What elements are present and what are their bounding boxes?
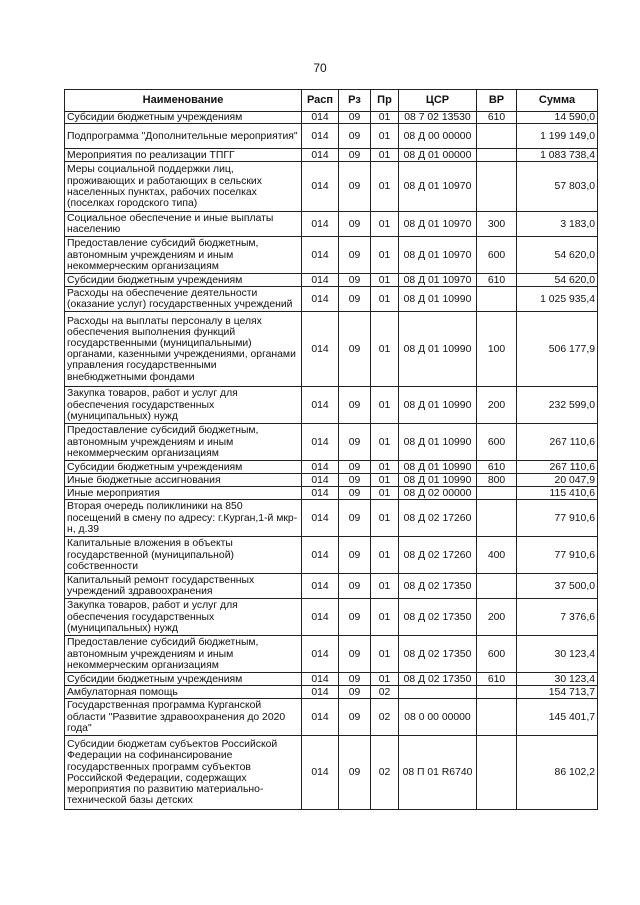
row-rasp: 014 — [302, 124, 339, 149]
row-pr: 01 — [371, 312, 399, 387]
row-rasp: 014 — [302, 149, 339, 162]
row-pr: 01 — [371, 212, 399, 237]
row-sum: 3 183,0 — [517, 212, 598, 237]
row-pr: 01 — [371, 237, 399, 274]
row-rasp: 014 — [302, 699, 339, 736]
row-name: Субсидии бюджетам субъектов Российской Федерации на софинансирование государственных программ субъектов Российской Федерации, содержащих мероприятия по развитию материально-технической базы детских — [65, 736, 302, 810]
row-pr: 01 — [371, 636, 399, 673]
row-csr: 08 Д 01 10990 — [399, 474, 477, 487]
row-rasp: 014 — [302, 686, 339, 699]
row-rz: 09 — [339, 574, 371, 599]
row-rz: 09 — [339, 474, 371, 487]
row-sum: 145 401,7 — [517, 699, 598, 736]
row-csr: 08 Д 02 17350 — [399, 574, 477, 599]
row-rasp: 014 — [302, 487, 339, 500]
row-vr — [477, 500, 517, 537]
row-vr — [477, 574, 517, 599]
row-vr: 600 — [477, 424, 517, 461]
row-vr: 400 — [477, 537, 517, 574]
row-name: Закупка товаров, работ и услуг для обеспечения государственных (муниципальных) нужд — [65, 599, 302, 636]
row-csr — [399, 686, 477, 699]
row-rz: 09 — [339, 149, 371, 162]
table-row — [65, 636, 598, 673]
row-vr — [477, 162, 517, 212]
row-pr: 01 — [371, 500, 399, 537]
table-row — [65, 112, 598, 124]
header-row — [65, 90, 598, 112]
row-rasp: 014 — [302, 537, 339, 574]
row-pr: 01 — [371, 424, 399, 461]
row-sum: 20 047,9 — [517, 474, 598, 487]
table-row — [65, 537, 598, 574]
row-pr: 01 — [371, 461, 399, 474]
row-pr: 01 — [371, 673, 399, 686]
row-sum: 1 025 935,4 — [517, 287, 598, 312]
row-name: Вторая очередь поликлиники на 850 посещений в смену по адресу: г.Курган,1-й мкр-н, д.39 — [65, 500, 302, 537]
row-pr: 01 — [371, 124, 399, 149]
row-rz: 09 — [339, 312, 371, 387]
row-rasp: 014 — [302, 274, 339, 287]
row-rz: 09 — [339, 736, 371, 810]
table-row — [65, 212, 598, 237]
row-csr: 08 Д 01 10990 — [399, 424, 477, 461]
row-csr: 08 Д 02 17260 — [399, 537, 477, 574]
row-sum: 86 102,2 — [517, 736, 598, 810]
table-row — [65, 387, 598, 424]
row-vr — [477, 124, 517, 149]
row-rz: 09 — [339, 112, 371, 124]
row-csr: 08 Д 01 10970 — [399, 162, 477, 212]
row-sum: 7 376,6 — [517, 599, 598, 636]
table-row — [65, 673, 598, 686]
row-csr: 08 Д 01 00000 — [399, 149, 477, 162]
row-name: Субсидии бюджетным учреждениям — [65, 673, 302, 686]
row-vr: 610 — [477, 112, 517, 124]
table-row — [65, 474, 598, 487]
row-vr — [477, 287, 517, 312]
row-pr: 01 — [371, 574, 399, 599]
column-header-name: Наименование — [65, 90, 302, 112]
row-csr: 08 Д 02 17350 — [399, 673, 477, 686]
row-name: Иные мероприятия — [65, 487, 302, 500]
row-name: Расходы на обеспечение деятельности (оказание услуг) государственных учреждений — [65, 287, 302, 312]
row-rz: 09 — [339, 237, 371, 274]
row-vr: 100 — [477, 312, 517, 387]
row-sum: 1 199 149,0 — [517, 124, 598, 149]
row-vr — [477, 149, 517, 162]
row-rasp: 014 — [302, 312, 339, 387]
row-csr: 08 Д 01 10970 — [399, 274, 477, 287]
row-rasp: 014 — [302, 237, 339, 274]
row-sum: 30 123,4 — [517, 636, 598, 673]
row-name: Предоставление субсидий бюджетным, автономным учреждениям и иным некоммерческим организациям — [65, 237, 302, 274]
row-vr — [477, 487, 517, 500]
row-sum: 14 590,0 — [517, 112, 598, 124]
row-csr: 08 Д 02 17350 — [399, 599, 477, 636]
row-sum: 57 803,0 — [517, 162, 598, 212]
row-rz: 09 — [339, 636, 371, 673]
row-vr: 610 — [477, 274, 517, 287]
row-sum: 54 620,0 — [517, 274, 598, 287]
row-sum: 77 910,6 — [517, 537, 598, 574]
row-csr: 08 7 02 13530 — [399, 112, 477, 124]
row-pr: 01 — [371, 474, 399, 487]
row-rasp: 014 — [302, 162, 339, 212]
row-rz: 09 — [339, 274, 371, 287]
column-header-rz: Рз — [339, 90, 371, 112]
row-rasp: 014 — [302, 387, 339, 424]
row-name: Расходы на выплаты персоналу в целях обеспечения выполнения функций государственными (муниципальными) органами, казенными учреждениями, органами управления государственными внебюджетными фондами — [65, 312, 302, 387]
row-csr: 08 Д 01 10990 — [399, 461, 477, 474]
row-rasp: 014 — [302, 500, 339, 537]
table-row — [65, 237, 598, 274]
row-pr: 01 — [371, 537, 399, 574]
row-vr: 200 — [477, 599, 517, 636]
row-name: Капитальные вложения в объекты государственной (муниципальной) собственности — [65, 537, 302, 574]
row-vr — [477, 699, 517, 736]
row-pr: 01 — [371, 487, 399, 500]
row-rz: 09 — [339, 124, 371, 149]
budget-table — [64, 89, 598, 810]
row-sum: 1 083 738,4 — [517, 149, 598, 162]
row-vr: 600 — [477, 636, 517, 673]
column-header-vr: ВР — [477, 90, 517, 112]
table-body — [65, 112, 598, 810]
row-name: Государственная программа Курганской области "Развитие здравоохранения до 2020 года" — [65, 699, 302, 736]
row-pr: 01 — [371, 387, 399, 424]
table-row — [65, 500, 598, 537]
row-sum: 154 713,7 — [517, 686, 598, 699]
row-sum: 54 620,0 — [517, 237, 598, 274]
row-name: Амбулаторная помощь — [65, 686, 302, 699]
row-rz: 09 — [339, 537, 371, 574]
row-pr: 01 — [371, 112, 399, 124]
row-name: Субсидии бюджетным учреждениям — [65, 274, 302, 287]
row-sum: 77 910,6 — [517, 500, 598, 537]
table-row — [65, 487, 598, 500]
row-rz: 09 — [339, 162, 371, 212]
row-vr: 610 — [477, 461, 517, 474]
row-csr: 08 Д 01 10970 — [399, 237, 477, 274]
row-rz: 09 — [339, 599, 371, 636]
table-row — [65, 574, 598, 599]
row-sum: 506 177,9 — [517, 312, 598, 387]
row-rz: 09 — [339, 699, 371, 736]
table-row — [65, 312, 598, 387]
column-header-sum: Сумма — [517, 90, 598, 112]
table-row — [65, 149, 598, 162]
row-sum: 115 410,6 — [517, 487, 598, 500]
row-vr: 200 — [477, 387, 517, 424]
row-vr: 600 — [477, 237, 517, 274]
row-rz: 09 — [339, 212, 371, 237]
row-rasp: 014 — [302, 112, 339, 124]
table-row — [65, 424, 598, 461]
row-csr: 08 Д 02 00000 — [399, 487, 477, 500]
row-rz: 09 — [339, 387, 371, 424]
row-rasp: 014 — [302, 574, 339, 599]
column-header-csr: ЦСР — [399, 90, 477, 112]
table-row — [65, 274, 598, 287]
table-row — [65, 686, 598, 699]
row-name: Социальное обеспечение и иные выплаты населению — [65, 212, 302, 237]
table-row — [65, 736, 598, 810]
page-number: 70 — [313, 61, 327, 75]
row-sum: 267 110,6 — [517, 424, 598, 461]
row-name: Субсидии бюджетным учреждениям — [65, 112, 302, 124]
row-rasp: 014 — [302, 461, 339, 474]
row-csr: 08 Д 00 00000 — [399, 124, 477, 149]
row-pr: 01 — [371, 149, 399, 162]
row-csr: 08 0 00 00000 — [399, 699, 477, 736]
row-name: Меры социальной поддержки лиц, проживающих и работающих в сельских населенных пунктах, рабочих поселках (поселках городского типа) — [65, 162, 302, 212]
row-rasp: 014 — [302, 673, 339, 686]
row-vr: 610 — [477, 673, 517, 686]
row-rasp: 014 — [302, 424, 339, 461]
row-sum: 30 123,4 — [517, 673, 598, 686]
column-header-rasp: Расп — [302, 90, 339, 112]
row-rz: 09 — [339, 686, 371, 699]
row-rz: 09 — [339, 500, 371, 537]
row-csr: 08 Д 01 10990 — [399, 312, 477, 387]
row-rz: 09 — [339, 287, 371, 312]
row-pr: 02 — [371, 686, 399, 699]
row-rasp: 014 — [302, 636, 339, 673]
row-csr: 08 П 01 R6740 — [399, 736, 477, 810]
row-rz: 09 — [339, 461, 371, 474]
row-rz: 09 — [339, 673, 371, 686]
row-name: Субсидии бюджетным учреждениям — [65, 461, 302, 474]
row-rasp: 014 — [302, 287, 339, 312]
column-header-pr: Пр — [371, 90, 399, 112]
table-row — [65, 599, 598, 636]
row-name: Закупка товаров, работ и услуг для обеспечения государственных (муниципальных) нужд — [65, 387, 302, 424]
row-name: Мероприятия по реализации ТПГГ — [65, 149, 302, 162]
row-sum: 37 500,0 — [517, 574, 598, 599]
row-rasp: 014 — [302, 599, 339, 636]
row-rasp: 014 — [302, 474, 339, 487]
row-pr: 01 — [371, 599, 399, 636]
row-rasp: 014 — [302, 736, 339, 810]
row-name: Предоставление субсидий бюджетным, автономным учреждениям и иным некоммерческим организациям — [65, 424, 302, 461]
row-rasp: 014 — [302, 212, 339, 237]
row-pr: 01 — [371, 287, 399, 312]
row-name: Подпрограмма "Дополнительные мероприятия" — [65, 124, 302, 149]
row-csr: 08 Д 01 10970 — [399, 212, 477, 237]
row-name: Иные бюджетные ассигнования — [65, 474, 302, 487]
row-vr: 300 — [477, 212, 517, 237]
table-row — [65, 287, 598, 312]
row-pr: 01 — [371, 274, 399, 287]
row-csr: 08 Д 01 10990 — [399, 287, 477, 312]
row-vr — [477, 736, 517, 810]
row-rz: 09 — [339, 424, 371, 461]
row-pr: 02 — [371, 736, 399, 810]
table-row — [65, 461, 598, 474]
row-name: Капитальный ремонт государственных учреждений здравоохранения — [65, 574, 302, 599]
row-vr — [477, 686, 517, 699]
table-row — [65, 699, 598, 736]
row-vr: 800 — [477, 474, 517, 487]
row-csr: 08 Д 01 10990 — [399, 387, 477, 424]
row-sum: 232 599,0 — [517, 387, 598, 424]
row-pr: 02 — [371, 699, 399, 736]
row-csr: 08 Д 02 17260 — [399, 500, 477, 537]
row-pr: 01 — [371, 162, 399, 212]
row-csr: 08 Д 02 17350 — [399, 636, 477, 673]
row-rz: 09 — [339, 487, 371, 500]
row-sum: 267 110,6 — [517, 461, 598, 474]
table-row — [65, 124, 598, 149]
row-name: Предоставление субсидий бюджетным, автономным учреждениям и иным некоммерческим организациям — [65, 636, 302, 673]
table-row — [65, 162, 598, 212]
